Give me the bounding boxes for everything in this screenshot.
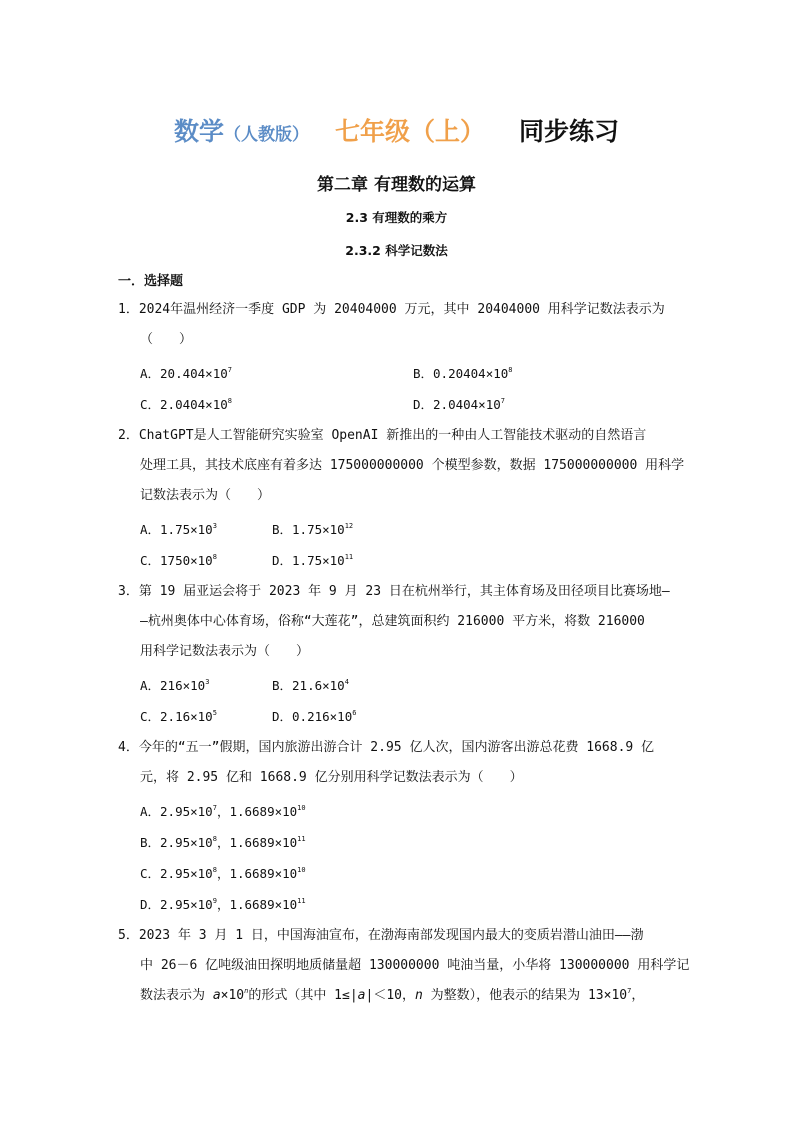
question-1-number: 1．: [118, 302, 139, 317]
question-2-line-3: 记数法表示为（ ）: [140, 488, 271, 503]
question-3-text: 第 19 届亚运会将于 2023 年 9 月 23 日在杭州举行，其主体育场及田径项目比赛场地—: [138, 584, 670, 599]
question-2-text: ChatGPT是人工智能研究实验室 OpenAI 新推出的一种由人工智能技术驱动的自然语言: [138, 428, 647, 443]
question-4-text: 今年的“五一”假期，国内旅游出游合计 2.95 亿人次，国内游客出游总花费 1668.9 亿: [138, 740, 655, 755]
question-2-line-1: [118, 427, 646, 445]
part-title: 一．选择题: [118, 274, 184, 289]
question-3-line-3: 用科学记数法表示为（ ）: [140, 644, 310, 659]
question-4-number: 4．: [118, 740, 139, 755]
question-1-line-1: [118, 301, 665, 319]
header-kind: 同步练习: [519, 117, 620, 146]
q1-option-b[interactable]: B．$0.20404\times 10^8$: [413, 366, 513, 381]
q3-option-c[interactable]: C．$2.16\times 10^5$: [140, 709, 217, 724]
worksheet-header: [0, 112, 793, 148]
question-5-line-1: [118, 927, 644, 945]
question-5-text: 2023 年 3 月 1 日，中国海油宣布，在渤海南部发现国内最大的变质岩潜山油田——渤: [138, 928, 644, 943]
question-5-line-3: 数法表示为 $a\times 10^n$的形式（其中 1≤|a|＜10，n 为整数），他表示的结果为 $13\times 10^7$，: [140, 987, 645, 1003]
question-1-text: 2024年温州经济一季度 GDP 为 20404000 万元，其中 20404000 用科学记数法表示为: [138, 302, 665, 317]
header-edition: （人教版）: [223, 125, 309, 145]
question-2-line-2: 处理工具，其技术底座有着多达 175000000000 个模型参数，数据 175000000000 用科学: [140, 458, 685, 473]
q4-option-a[interactable]: A．$2.95\times 10^7$，$1.6689\times 10^{10}$: [140, 804, 306, 819]
question-3-number: 3．: [118, 584, 139, 599]
question-4-line-2: 元，将 2.95 亿和 1668.9 亿分别用科学记数法表示为（ ）: [140, 770, 523, 785]
q1-option-a[interactable]: A．$20.404\times 10^7$: [140, 366, 232, 381]
header-grade: 七年级（上）: [334, 117, 485, 146]
question-5-line-2: 中 26－6 亿吨级油田探明地质储量超 130000000 吨油当量，小华将 130000000 用科学记: [140, 958, 690, 973]
q4-option-c[interactable]: C．$2.95\times 10^8$，$1.6689\times 10^{10}$: [140, 866, 306, 881]
q3-option-d[interactable]: D．$0.216\times 10^6$: [272, 709, 357, 724]
question-2-number: 2．: [118, 428, 139, 443]
q2-option-a[interactable]: A．$1.75\times 10^3$: [140, 522, 217, 537]
q4-option-d[interactable]: D．$2.95\times 10^9$，$1.6689\times 10^{11}$: [140, 897, 306, 912]
chapter-title: 第二章 有理数的运算: [317, 175, 476, 195]
question-4-line-1: [118, 739, 654, 757]
q3-option-b[interactable]: B．$21.6\times 10^4$: [272, 678, 349, 693]
q2-option-c[interactable]: C．$1750\times 10^8$: [140, 553, 217, 568]
section-title: 2.3 有理数的乘方: [345, 210, 448, 225]
header-subject: 数学: [173, 117, 224, 146]
question-5-number: 5．: [118, 928, 139, 943]
subsection-title: 2.3.2 科学记数法: [345, 243, 448, 258]
question-3-line-2: —杭州奥体中心体育场，俗称“大莲花”，总建筑面积约 216000 平方米，将数 216000: [140, 614, 645, 629]
q3-option-a[interactable]: A．$216\times 10^3$: [140, 678, 210, 693]
question-3-line-1: [118, 583, 670, 601]
q4-option-b[interactable]: B．$2.95\times 10^8$，$1.6689\times 10^{11}$: [140, 835, 306, 850]
q1-option-c[interactable]: C．$2.0404\times 10^8$: [140, 397, 232, 412]
q2-option-d[interactable]: D．$1.75\times 10^{11}$: [272, 553, 354, 568]
question-1-line-2: （ ）: [140, 332, 193, 347]
q2-option-b[interactable]: B．$1.75\times 10^{12}$: [272, 522, 354, 537]
q1-option-d[interactable]: D．$2.0404\times 10^7$: [413, 397, 505, 412]
